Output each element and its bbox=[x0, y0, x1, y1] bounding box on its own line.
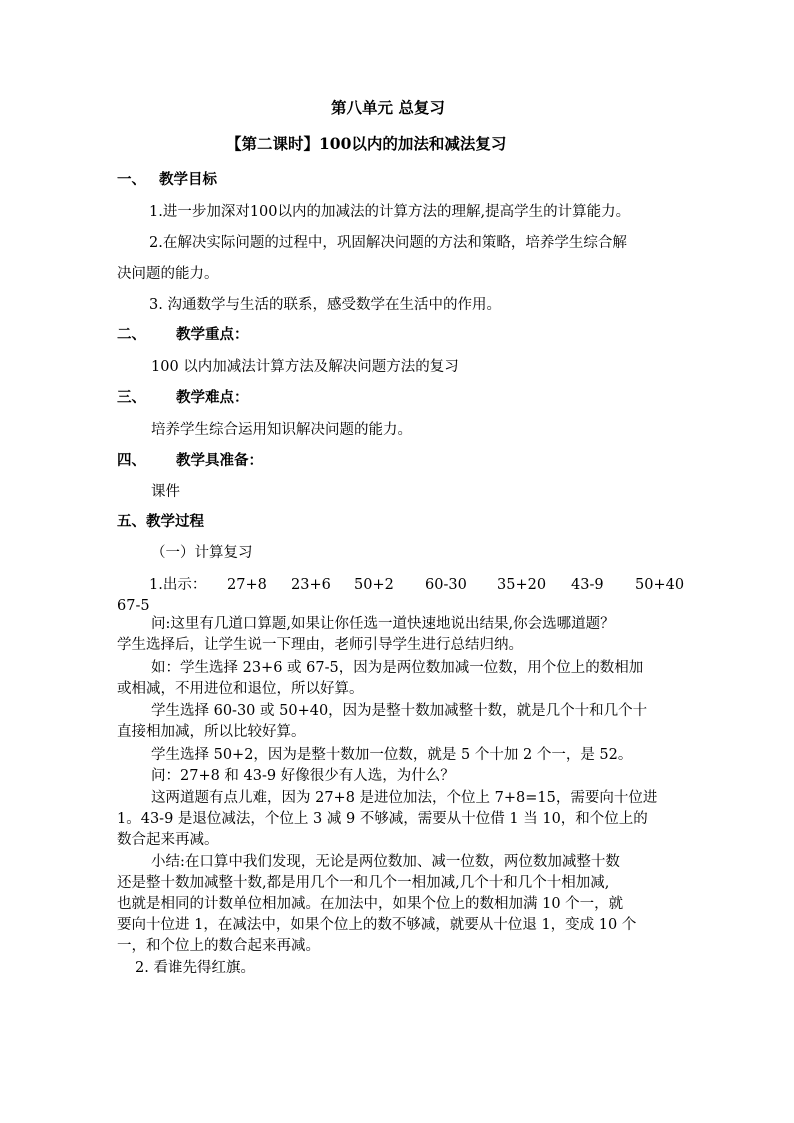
body-line: 直接相加减，所以比较好算。 bbox=[117, 724, 306, 740]
lesson-subtitle: 【第二课时】100以内的加法和减法复习 bbox=[226, 134, 507, 153]
body-line: 1。43-9 是退位减法，个位上 3 减 9 不够减，需要从十位借 1 当 10，和个位上的 bbox=[117, 811, 648, 827]
problem: 43-9 bbox=[571, 577, 604, 593]
body-line: 2. 看谁先得红旗。 bbox=[135, 960, 255, 976]
section-5-title: 五、教学过程 bbox=[117, 513, 204, 530]
section-3-number: 三、 bbox=[117, 389, 146, 406]
body-line: 或相减，不用进位和退位，所以好算。 bbox=[117, 681, 364, 697]
body-line: 学生选择 50+2，因为是整十数加一位数，就是 5 个十加 2 个一，是 52。 bbox=[151, 747, 633, 763]
goal-1: 1.进一步加深对100以内的加减法的计算方法的理解,提高学生的计算能力。 bbox=[149, 204, 631, 220]
problem: 27+8 bbox=[227, 577, 267, 593]
problem: 60-30 bbox=[425, 577, 467, 593]
exercise-label: 1.出示： bbox=[149, 577, 207, 593]
section-1-title: 教学目标 bbox=[159, 171, 217, 188]
section-4-title: 教学具准备： bbox=[176, 452, 263, 469]
problem: 23+6 bbox=[291, 577, 331, 593]
section-4-number: 四、 bbox=[117, 452, 146, 469]
body-line: 数合起来再减。 bbox=[117, 832, 219, 848]
problem: 35+20 bbox=[497, 577, 547, 593]
section-2-number: 二、 bbox=[117, 326, 146, 343]
body-line: 一，和个位上的数合起来再减。 bbox=[117, 938, 320, 954]
goal-2: 2.在解决实际问题的过程中，巩固解决问题的方法和策略，培养学生综合解 bbox=[149, 235, 627, 251]
goal-3: 3. 沟通数学与生活的联系，感受数学在生活中的作用。 bbox=[149, 297, 501, 313]
section-3-title: 教学难点： bbox=[176, 389, 249, 406]
section-1-number: 一、 bbox=[117, 171, 146, 188]
body-line: 学生选择 60-30 或 50+40，因为是整十数加减整十数，就是几个十和几个十 bbox=[151, 703, 648, 719]
section-2-body: 100 以内加减法计算方法及解决问题方法的复习 bbox=[151, 359, 459, 375]
body-line: 问：27+8 和 43-9 好像很少有人选，为什么？ bbox=[151, 768, 455, 784]
section-3-body: 培养学生综合运用知识解决问题的能力。 bbox=[151, 422, 412, 438]
body-line: 这两道题有点儿难，因为 27+8 是进位加法，个位上 7+8=15，需要向十位进 bbox=[151, 790, 658, 806]
problem: 67-5 bbox=[117, 598, 150, 614]
body-line: 也就是相同的计数单位相加减。在加法中，如果个位上的数相加满 10 个一，就 bbox=[117, 896, 624, 912]
section-5-subtitle: （一）计算复习 bbox=[151, 545, 253, 561]
page-title: 第八单元 总复习 bbox=[331, 98, 445, 117]
body-line: 问:这里有几道口算题,如果让你任选一道快速地说出结果,你会选哪道题？ bbox=[151, 616, 615, 632]
body-line: 小结:在口算中我们发现，无论是两位数加、减一位数，两位数加减整十数 bbox=[151, 854, 620, 870]
problem: 50+2 bbox=[354, 577, 394, 593]
goal-2-cont: 决问题的能力。 bbox=[117, 266, 219, 282]
body-line: 要向十位进 1，在减法中，如果个位上的数不够减，就要从十位退 1，变成 10 个 bbox=[117, 917, 637, 933]
body-line: 还是整十数加减整十数,都是用几个一和几个一相加减,几个十和几个十相加减, bbox=[117, 875, 610, 891]
body-line: 如：学生选择 23+6 或 67-5，因为是两位数加减一位数，用个位上的数相加 bbox=[151, 660, 644, 676]
body-line: 学生选择后，让学生说一下理由，老师引导学生进行总结归纳。 bbox=[117, 637, 523, 653]
section-2-title: 教学重点： bbox=[176, 326, 249, 343]
problem: 50+40 bbox=[635, 577, 685, 593]
section-4-body: 课件 bbox=[151, 484, 180, 500]
